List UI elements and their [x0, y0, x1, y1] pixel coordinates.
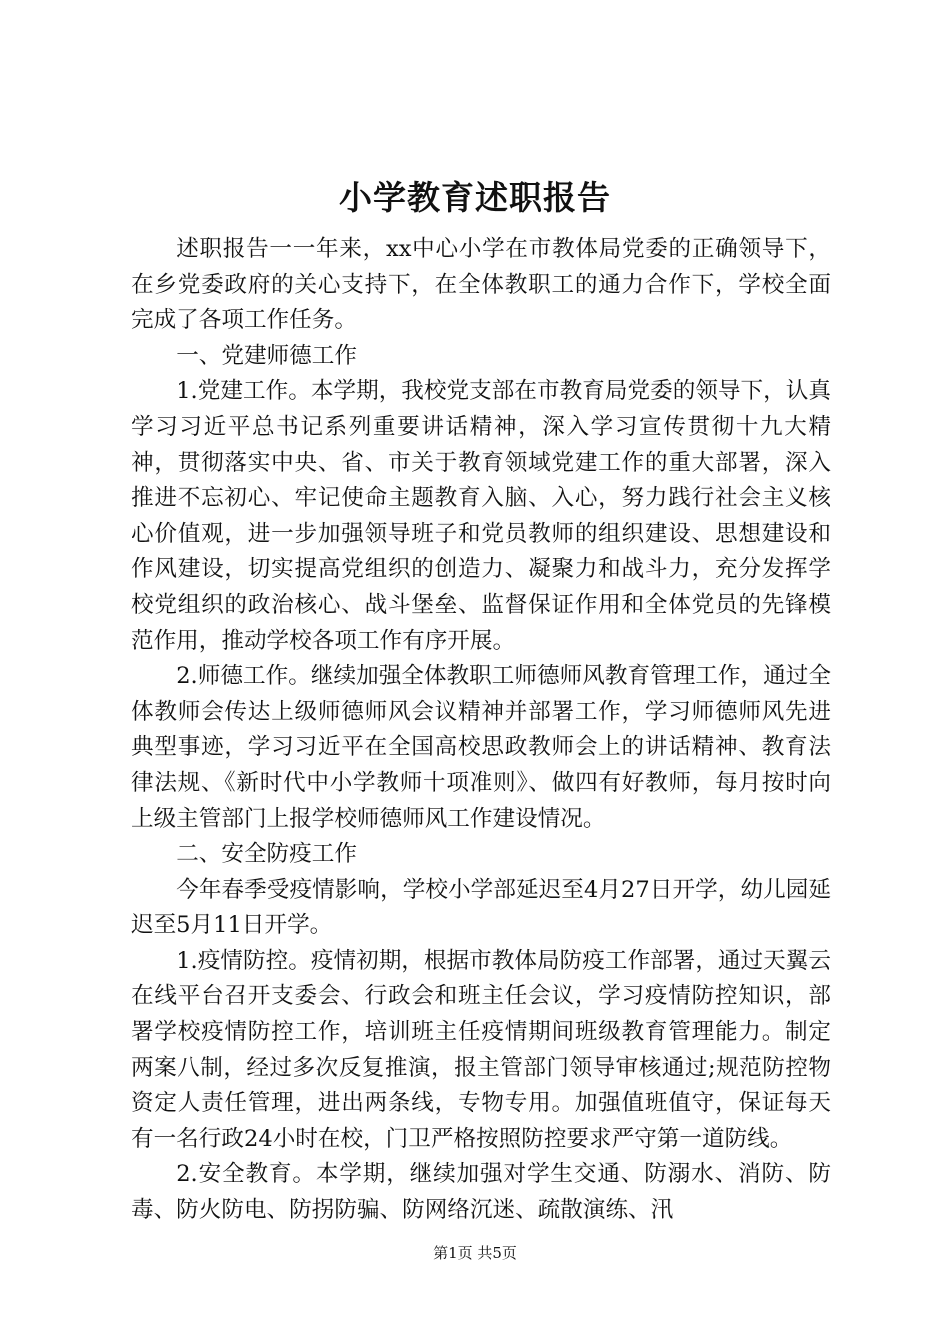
paragraph-intro: 述职报告一一年来，xx中心小学在市教体局党委的正确领导下，在乡党委政府的关心支持下，在全体教职工的通力合作下，学校全面完成了各项工作任务。 — [131, 236, 831, 334]
paragraph-safety-education: 2.安全教育。本学期，继续加强对学生交通、防溺水、消防、防毒、防火防电、防拐防骗、防网络沉迷、疏散演练、汛 — [131, 1161, 831, 1224]
document-body — [131, 232, 831, 1229]
paragraph-epidemic-control: 1.疫情防控。疫情初期，根据市教体局防疫工作部署，通过天翼云在线平台召开支委会、行政会和班主任会议，学习疫情防控知识，部署学校疫情防控工作，培训班主任疫情期间班级教育管理能力。制定两案八制，经过多次反复推演，报主管部门领导审核通过;规范防控物资定人责任管理，进出两条线，专物专用。加强值班值守，保证每天有一名行政24小时在校，门卫严格按照防控要求严守第一道防线。 — [131, 947, 831, 1152]
page-footer: 第1页 共5页 — [433, 1244, 517, 1262]
paragraph-teacher-ethics: 2.师德工作。继续加强全体教职工师德师风教育管理工作，通过全体教师会传达上级师德师风会议精神并部署工作，学习师德师风先进典型事迹，学习习近平在全国高校思政教师会上的讲话精神、教育法律法规、《新时代中小学教师十项准则》、做四有好教师，每月按时向上级主管部门上报学校师德师风工作建设情况。 — [131, 663, 831, 832]
section-heading-party-ethics: 一、党建师德工作 — [176, 342, 357, 369]
document-title: 小学教育述职报告 — [339, 178, 611, 217]
paragraph-school-delay: 今年春季受疫情影响，学校小学部延迟至4月27日开学，幼儿园延迟至5月11日开学。 — [131, 876, 831, 939]
paragraph-party-building: 1.党建工作。本学期，我校党支部在市教育局党委的领导下，认真学习习近平总书记系列重要讲话精神，深入学习宣传贯彻十九大精神，贯彻落实中央、省、市关于教育领域党建工作的重大部署，深入推进不忘初心、牢记使命主题教育入脑、入心，努力践行社会主义核心价值观，进一步加强领导班子和党员教师的组织建设、思想建设和作风建设，切实提高党组织的创造力、凝聚力和战斗力，充分发挥学校党组织的政治核心、战斗堡垒、监督保证作用和全体党员的先锋模范作用，推动学校各项工作有序开展。 — [131, 378, 831, 654]
section-heading-safety-epidemic: 二、安全防疫工作 — [176, 841, 357, 868]
